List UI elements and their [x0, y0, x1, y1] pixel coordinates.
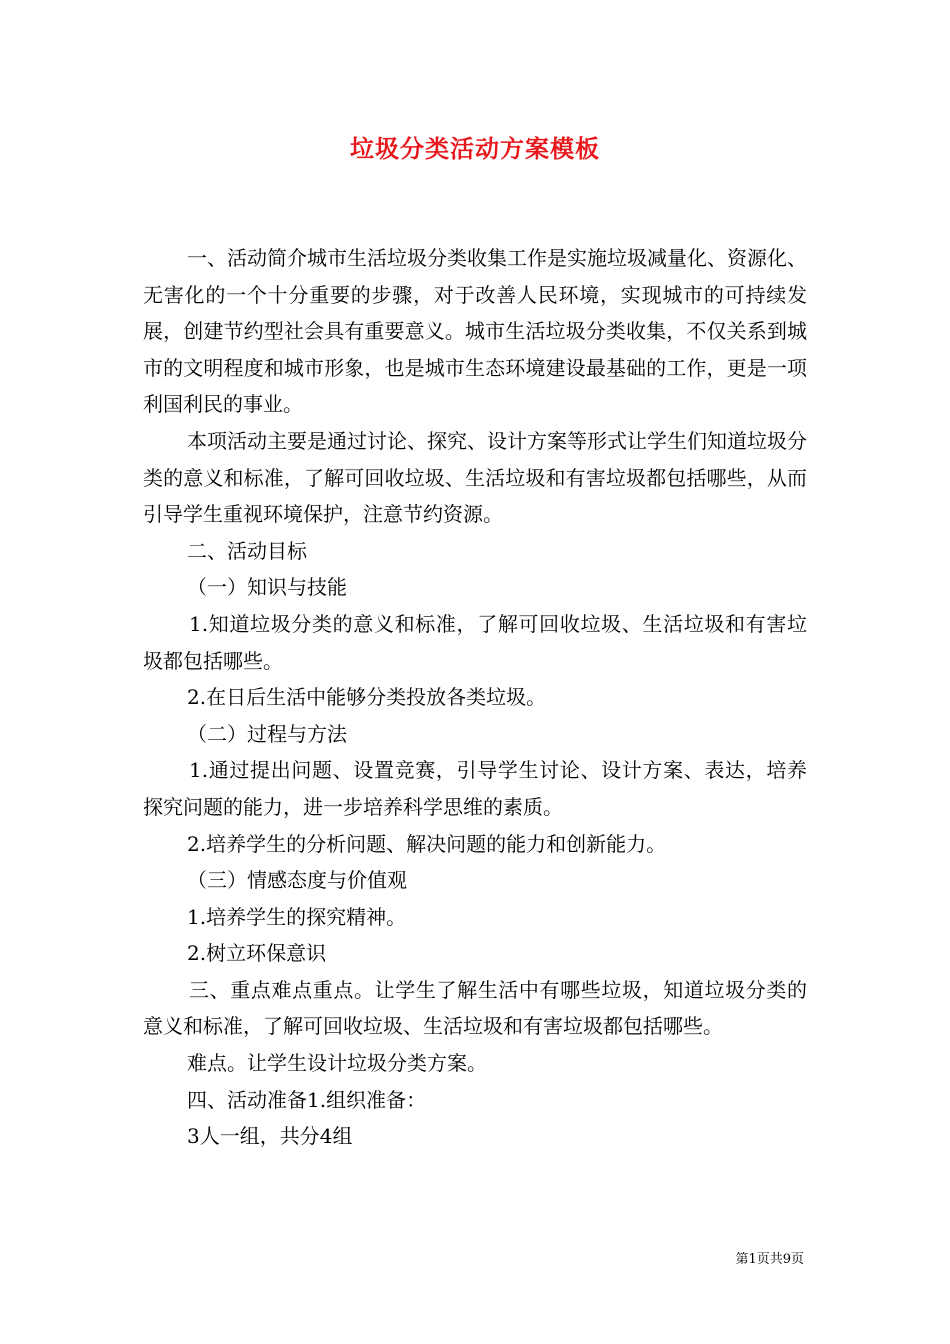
subheading-knowledge-skills: （一）知识与技能: [187, 575, 347, 600]
paragraph-grouping: 3人一组，共分4组: [187, 1124, 353, 1149]
document-body: [143, 240, 807, 1155]
subheading-emotion-values: （三）情感态度与价值观: [187, 868, 407, 893]
list-item-process-2: 2.培养学生的分析问题、解决问题的能力和创新能力。: [187, 831, 667, 856]
list-item-knowledge-2: 2.在日后生活中能够分类投放各类垃圾。: [187, 685, 547, 710]
list-item-process-1: 1.通过提出问题、设置竞赛，引导学生讨论、设计方案、表达，培养探究问题的能力，进一步培养科学思维的素质。: [143, 758, 807, 819]
subheading-process-method: （二）过程与方法: [187, 721, 347, 746]
paragraph-key-points: 三、重点难点重点。让学生了解生活中有哪些垃圾，知道垃圾分类的意义和标准，了解可回收垃圾、生活垃圾和有害垃圾都包括哪些。: [143, 977, 807, 1039]
paragraph-difficulty: 难点。让学生设计垃圾分类方案。: [187, 1051, 487, 1076]
paragraph-activity-purpose: 本项活动主要是通过讨论、探究、设计方案等形式让学生们知道垃圾分类的意义和标准，了解可回收垃圾、生活垃圾和有害垃圾都包括哪些，从而引导学生重视环境保护，注意节约资源。: [143, 428, 807, 527]
page-title: 垃圾分类活动方案模板: [350, 134, 600, 163]
paragraph-intro: 一、活动简介城市生活垃圾分类收集工作是实施垃圾减量化、资源化、无害化的一个十分重要的步骤，对于改善人民环境，实现城市的可持续发展，创建节约型社会具有重要意义。城市生活垃圾分类收集，不仅关系到城市的文明程度和城市形象，也是城市生态环境建设最基础的工作，更是一项利国利民的事业。: [143, 246, 807, 417]
heading-activity-preparation: 四、活动准备1.组织准备：: [187, 1087, 427, 1112]
list-item-emotion-2: 2.树立环保意识: [187, 941, 327, 966]
heading-activity-goals: 二、活动目标: [187, 538, 307, 563]
page-number: 第1页共9页: [735, 1252, 804, 1267]
list-item-knowledge-1: 1.知道垃圾分类的意义和标准，了解可回收垃圾、生活垃圾和有害垃圾都包括哪些。: [143, 611, 807, 673]
list-item-emotion-1: 1.培养学生的探究精神。: [187, 904, 407, 929]
